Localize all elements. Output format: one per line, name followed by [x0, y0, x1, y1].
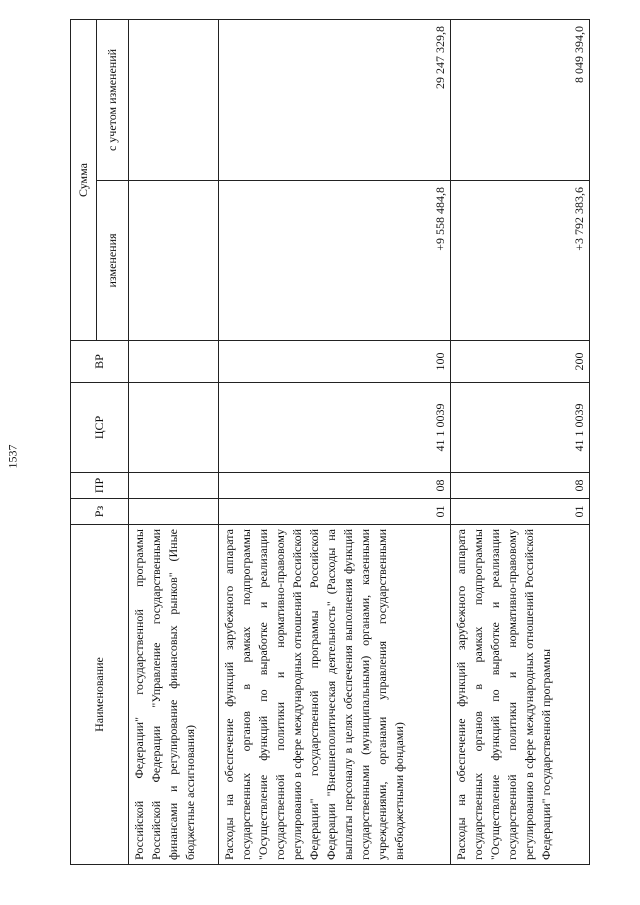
row-vr [129, 341, 219, 383]
header-name: Наименование [71, 525, 129, 865]
row-name: Расходы на обеспечение функций зарубежного аппарата государственных органов в рамках подпрограммы "Осуществление функций по выработке и реализации государственной политики и нормативно-правовому регулированию в сфере международных отношений Российской Федерации" государственной программы Российской Федерации "Внешнеполитическая деятельность" (Расходы на выплаты персоналу в целях обеспечения выполнения функций государственными (муниципальными) органами, казенными учреждениями, органами управления государственными внебюджетными фондами) [219, 525, 451, 865]
row-csr [129, 383, 219, 473]
header-csr: ЦСР [71, 383, 129, 473]
budget-table [70, 19, 590, 865]
row-name: Российской Федерации" государственной программы Российской Федерации "Управление государственными финансами и регулирование финансовых рынков" (Иные бюджетные ассигнования) [129, 525, 219, 865]
row-rz: 01 [219, 499, 451, 525]
row-pr: 08 [451, 473, 590, 499]
row-csr: 41 1 0039 [219, 383, 451, 473]
row-with-change [129, 19, 219, 180]
page-number: 1537 [5, 444, 20, 468]
row-pr: 08 [219, 473, 451, 499]
header-with-change: с учетом изменений [97, 19, 129, 180]
row-with-change: 8 049 394,0 [451, 19, 590, 180]
header-sum: Сумма [71, 19, 97, 340]
row-rz: 01 [451, 499, 590, 525]
rotated-table-page [70, 20, 590, 865]
table-row [451, 19, 590, 864]
row-change: +3 792 383,6 [451, 181, 590, 341]
row-with-change: 29 247 329,8 [219, 19, 451, 180]
header-vr: ВР [71, 341, 129, 383]
row-pr [129, 473, 219, 499]
row-rz [129, 499, 219, 525]
header-change: изменения [97, 181, 129, 341]
row-name: Расходы на обеспечение функций зарубежного аппарата государственных органов в рамках подпрограммы "Осуществление функций по выработке и реализации государственной политики и нормативно-правовому регулированию в сфере международных отношений Российской Федерации" государственной программы [451, 525, 590, 865]
row-change [129, 181, 219, 341]
table-row [129, 19, 219, 864]
row-change: +9 558 484,8 [219, 181, 451, 341]
row-vr: 100 [219, 341, 451, 383]
row-csr: 41 1 0039 [451, 383, 590, 473]
table-row [219, 19, 451, 864]
header-pr: ПР [71, 473, 129, 499]
row-vr: 200 [451, 341, 590, 383]
header-rz: Рз [71, 499, 129, 525]
